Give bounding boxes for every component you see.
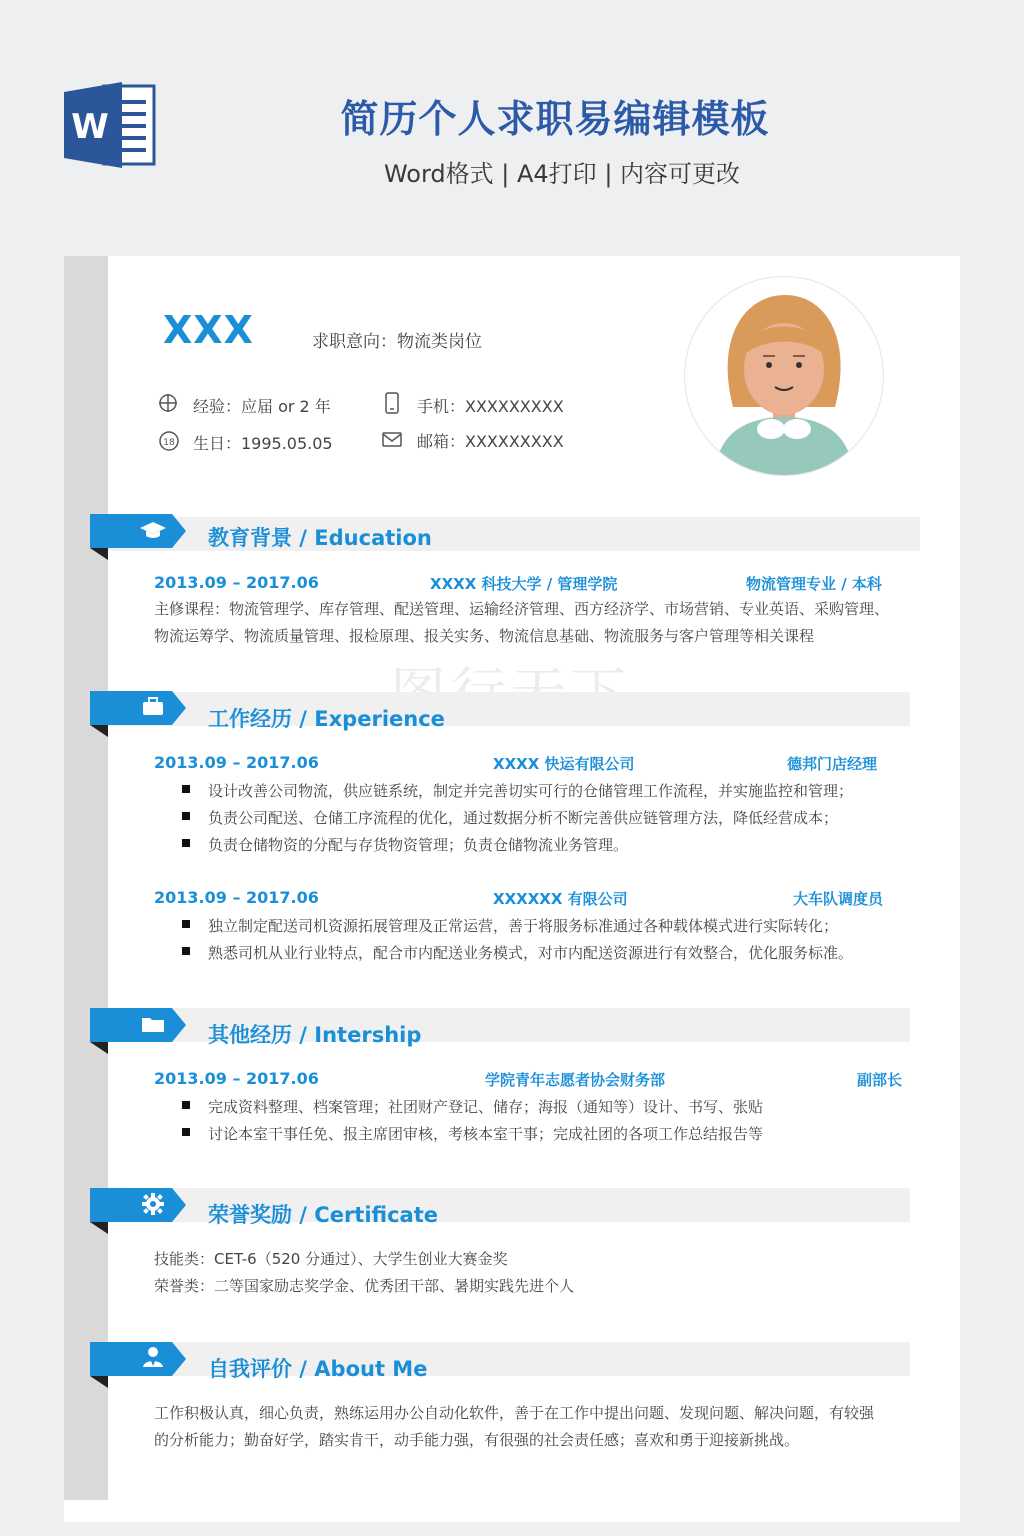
birthday-18-icon bbox=[158, 430, 180, 452]
gear-icon bbox=[142, 1193, 164, 1215]
education-major: 物流管理专业 / 本科 bbox=[746, 575, 882, 593]
about-line-2: 的分析能力；勤奋好学，踏实肯干，动手能力强，有很强的社会责任感；喜欢和勇于迎接新挑战。 bbox=[154, 1431, 800, 1449]
other-bullet-1: 完成资料整理、档案管理；社团财产登记、储存；海报（通知等）设计、书写、张贴 bbox=[208, 1098, 764, 1116]
avatar bbox=[684, 276, 884, 476]
crosshair-icon bbox=[158, 393, 178, 413]
phone-icon bbox=[384, 392, 400, 414]
birthday: 生日：1995.05.05 bbox=[193, 434, 333, 453]
other-title: 其他经历 / Intership bbox=[208, 1023, 422, 1047]
other-bullet-2: 讨论本室干事任免、报主席团审核，考核本室干事；完成社团的各项工作总结报告等 bbox=[208, 1125, 764, 1143]
experience-years: 经验：应届 or 2 年 bbox=[193, 397, 331, 416]
other-role: 副部长 bbox=[857, 1071, 903, 1089]
job-2-role: 大车队调度员 bbox=[793, 890, 884, 908]
banner-subtitle: Word格式 | A4打印 | 内容可更改 bbox=[383, 160, 741, 188]
about-tab bbox=[90, 1340, 190, 1390]
other-org: 学院青年志愿者协会财务部 bbox=[485, 1071, 666, 1089]
education-courses-line-1: 主修课程：物流管理学、库存管理、配送管理、运输经济管理、西方经济学、市场营销、专业英语、采购管理、 bbox=[154, 600, 890, 618]
banner-title: 简历个人求职易编辑模板 bbox=[340, 97, 770, 141]
education-courses-line-2: 物流运筹学、物流质量管理、报检原理、报关实务、物流信息基础、物流服务与客户管理等相关课程 bbox=[154, 627, 815, 645]
experience-tab bbox=[90, 689, 190, 739]
job-1-date: 2013.09 – 2017.06 bbox=[154, 753, 319, 772]
job-2-date: 2013.09 – 2017.06 bbox=[154, 888, 319, 907]
job-2-bullet-1: 独立制定配送司机资源拓展管理及正常运营，善于将服务标准通过各种载体模式进行实际转化； bbox=[208, 917, 839, 935]
about-line-1: 工作积极认真，细心负责，熟练运用办公自动化软件，善于在工作中提出问题、发现问题、解决问题，有较强 bbox=[154, 1404, 875, 1422]
other-date: 2013.09 – 2017.06 bbox=[154, 1069, 319, 1088]
job-1-bullet-2: 负责公司配送、仓储工序流程的优化，通过数据分析不断完善供应链管理方法，降低经营成本； bbox=[208, 809, 839, 827]
mail-icon bbox=[382, 430, 402, 448]
svg-text:W: W bbox=[71, 107, 109, 147]
about-title: 自我评价 / About Me bbox=[208, 1357, 428, 1381]
graduation-cap-icon bbox=[138, 519, 168, 541]
experience-title: 工作经历 / Experience bbox=[208, 707, 445, 731]
job-2-company: XXXXXX 有限公司 bbox=[493, 890, 628, 908]
svg-text:18: 18 bbox=[163, 438, 175, 448]
email: 邮箱：XXXXXXXXX bbox=[417, 432, 564, 451]
education-title: 教育背景 / Education bbox=[208, 526, 432, 550]
candidate-name: XXX bbox=[163, 308, 254, 352]
job-2-bullet-2: 熟悉司机从业行业特点，配合市内配送业务模式，对市内配送资源进行有效整合，优化服务标准。 bbox=[208, 944, 854, 962]
job-1-role: 德邦门店经理 bbox=[787, 755, 878, 773]
avatar-illustration bbox=[685, 277, 883, 475]
job-1-company: XXXX 快运有限公司 bbox=[493, 755, 635, 773]
job-intention: 求职意向：物流类岗位 bbox=[312, 332, 482, 352]
folder-icon bbox=[141, 1015, 165, 1033]
certificate-skills: 技能类：CET-6（520 分通过）、大学生创业大赛金奖 bbox=[154, 1250, 508, 1268]
person-icon bbox=[142, 1346, 164, 1368]
phone: 手机：XXXXXXXXX bbox=[417, 397, 564, 416]
job-1-bullet-1: 设计改善公司物流，供应链系统，制定并完善切实可行的仓储管理工作流程，并实施监控和管理； bbox=[208, 782, 854, 800]
paper-side-strip bbox=[64, 256, 108, 1500]
education-date: 2013.09 – 2017.06 bbox=[154, 573, 319, 592]
certificate-title: 荣誉奖励 / Certificate bbox=[208, 1203, 439, 1227]
briefcase-icon bbox=[141, 697, 165, 717]
job-1-bullet-3: 负责仓储物资的分配与存货物资管理；负责仓储物流业务管理。 bbox=[208, 836, 629, 854]
education-school: XXXX 科技大学 / 管理学院 bbox=[430, 575, 618, 593]
certificate-honors: 荣誉类：二等国家励志奖学金、优秀团干部、暑期实践先进个人 bbox=[154, 1277, 575, 1295]
other-tab bbox=[90, 1006, 190, 1056]
certificate-tab bbox=[90, 1186, 190, 1236]
